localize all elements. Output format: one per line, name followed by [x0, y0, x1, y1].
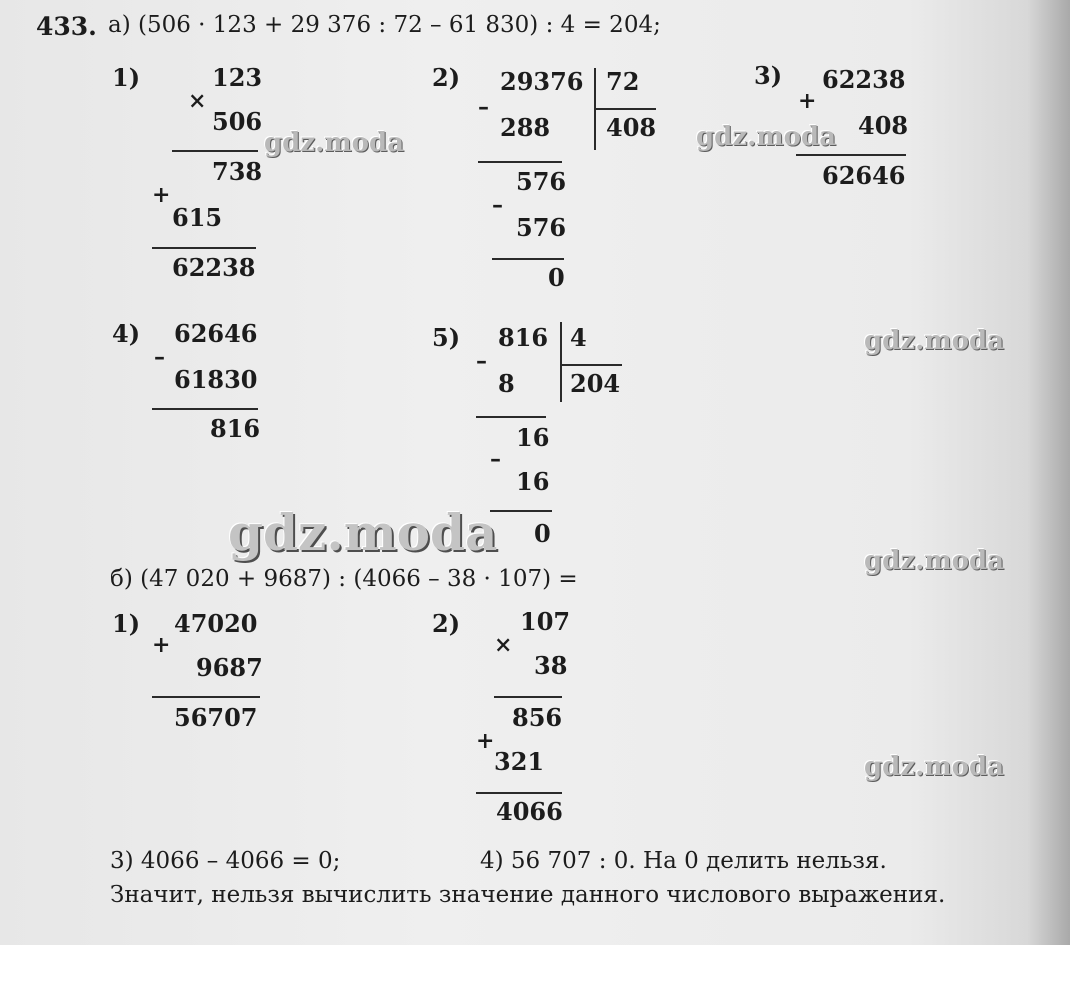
watermark: gdz.moda: [228, 503, 498, 562]
a-step2-remainder: 0: [548, 263, 565, 292]
a-step2-rule2: [492, 258, 564, 260]
a-step3-result: 62646: [822, 161, 906, 190]
b-step2-rule1: [494, 696, 562, 698]
a-step1-partial2: 615: [172, 203, 223, 232]
plus-sign: +: [152, 182, 171, 208]
a-step5-sub1: 8: [498, 369, 515, 398]
watermark: gdz.moda: [864, 326, 1005, 356]
a-step5-divisor: 4: [570, 323, 587, 352]
a-step1-rule1: [172, 150, 258, 152]
minus-sign: –: [492, 192, 503, 218]
problem-number: 433.: [36, 12, 97, 41]
a-step4-result: 816: [210, 414, 261, 443]
b-step2-number: 2): [432, 609, 461, 638]
plus-sign: +: [152, 632, 171, 658]
a-step3-a: 62238: [822, 65, 906, 94]
a-step5-rule2: [490, 510, 552, 512]
b-step2-a: 107: [520, 607, 571, 636]
b-step1-number: 1): [112, 609, 141, 638]
a-step4-rule: [152, 408, 258, 410]
watermark: gdz.moda: [864, 752, 1005, 782]
a-step3-b: 408: [858, 111, 909, 140]
b-step1-result: 56707: [174, 703, 258, 732]
a-step5-rule1: [476, 416, 546, 418]
multiply-sign: ×: [188, 88, 207, 114]
a-step5-sub2: 16: [516, 467, 550, 496]
watermark: gdz.moda: [864, 546, 1005, 576]
a-step2-quotient: 408: [606, 113, 657, 142]
b-step1-rule: [152, 696, 260, 698]
b-step1-a: 47020: [174, 609, 258, 638]
plus-sign: +: [476, 728, 495, 754]
multiply-sign: ×: [494, 632, 513, 658]
a-step4-b: 61830: [174, 365, 258, 394]
b-step1-b: 9687: [196, 653, 263, 682]
a-step5-number: 5): [432, 323, 461, 352]
a-step2-quotient-rule: [596, 108, 656, 110]
a-step2-divisor: 72: [606, 67, 640, 96]
minus-sign: –: [490, 446, 501, 472]
a-step5-dividend: 816: [498, 323, 549, 352]
a-step2-rule1: [478, 161, 562, 163]
b-step2-rule2: [476, 792, 562, 794]
a-step4-a: 62646: [174, 319, 258, 348]
b-step3: 3) 4066 – 4066 = 0;: [110, 848, 341, 874]
a-step1-top: 123: [212, 63, 263, 92]
plus-sign: +: [798, 88, 817, 114]
b-step2-b: 38: [534, 651, 568, 680]
a-step2-number: 2): [432, 63, 461, 92]
b-step4: 4) 56 707 : 0. На 0 делить нельзя.: [480, 848, 887, 874]
minus-sign: –: [476, 348, 487, 374]
a-step3-number: 3): [754, 61, 783, 90]
b-step2-partial2: 321: [494, 747, 545, 776]
a-step2-rem1: 576: [516, 167, 567, 196]
a-step2-sub2: 576: [516, 213, 567, 242]
minus-sign: –: [154, 344, 165, 370]
watermark: gdz.moda: [696, 122, 837, 152]
a-step1-partial1: 738: [212, 157, 263, 186]
a-step5-quotient-rule: [562, 364, 622, 366]
minus-sign: –: [478, 94, 489, 120]
a-step5-remainder: 0: [534, 519, 551, 548]
b-step2-partial1: 856: [512, 703, 563, 732]
b-step2-result: 4066: [496, 797, 563, 826]
part-a-expression: а) (506 · 123 + 29 376 : 72 – 61 830) : 4 = 204;: [108, 12, 661, 38]
a-step5-rem1: 16: [516, 423, 550, 452]
a-step2-sub1: 288: [500, 113, 551, 142]
a-step1-second: 506: [212, 107, 263, 136]
division-bar: [560, 322, 562, 402]
conclusion: Значит, нельзя вычислить значение данного числового выражения.: [110, 882, 946, 908]
a-step1-number: 1): [112, 63, 141, 92]
a-step1-rule2: [152, 247, 256, 249]
watermark: gdz.moda: [264, 128, 405, 158]
a-step5-quotient: 204: [570, 369, 621, 398]
a-step2-dividend: 29376: [500, 67, 584, 96]
a-step1-result: 62238: [172, 253, 256, 282]
a-step3-rule: [796, 154, 906, 156]
part-b-expression: б) (47 020 + 9687) : (4066 – 38 · 107) =: [110, 566, 578, 592]
a-step4-number: 4): [112, 319, 141, 348]
